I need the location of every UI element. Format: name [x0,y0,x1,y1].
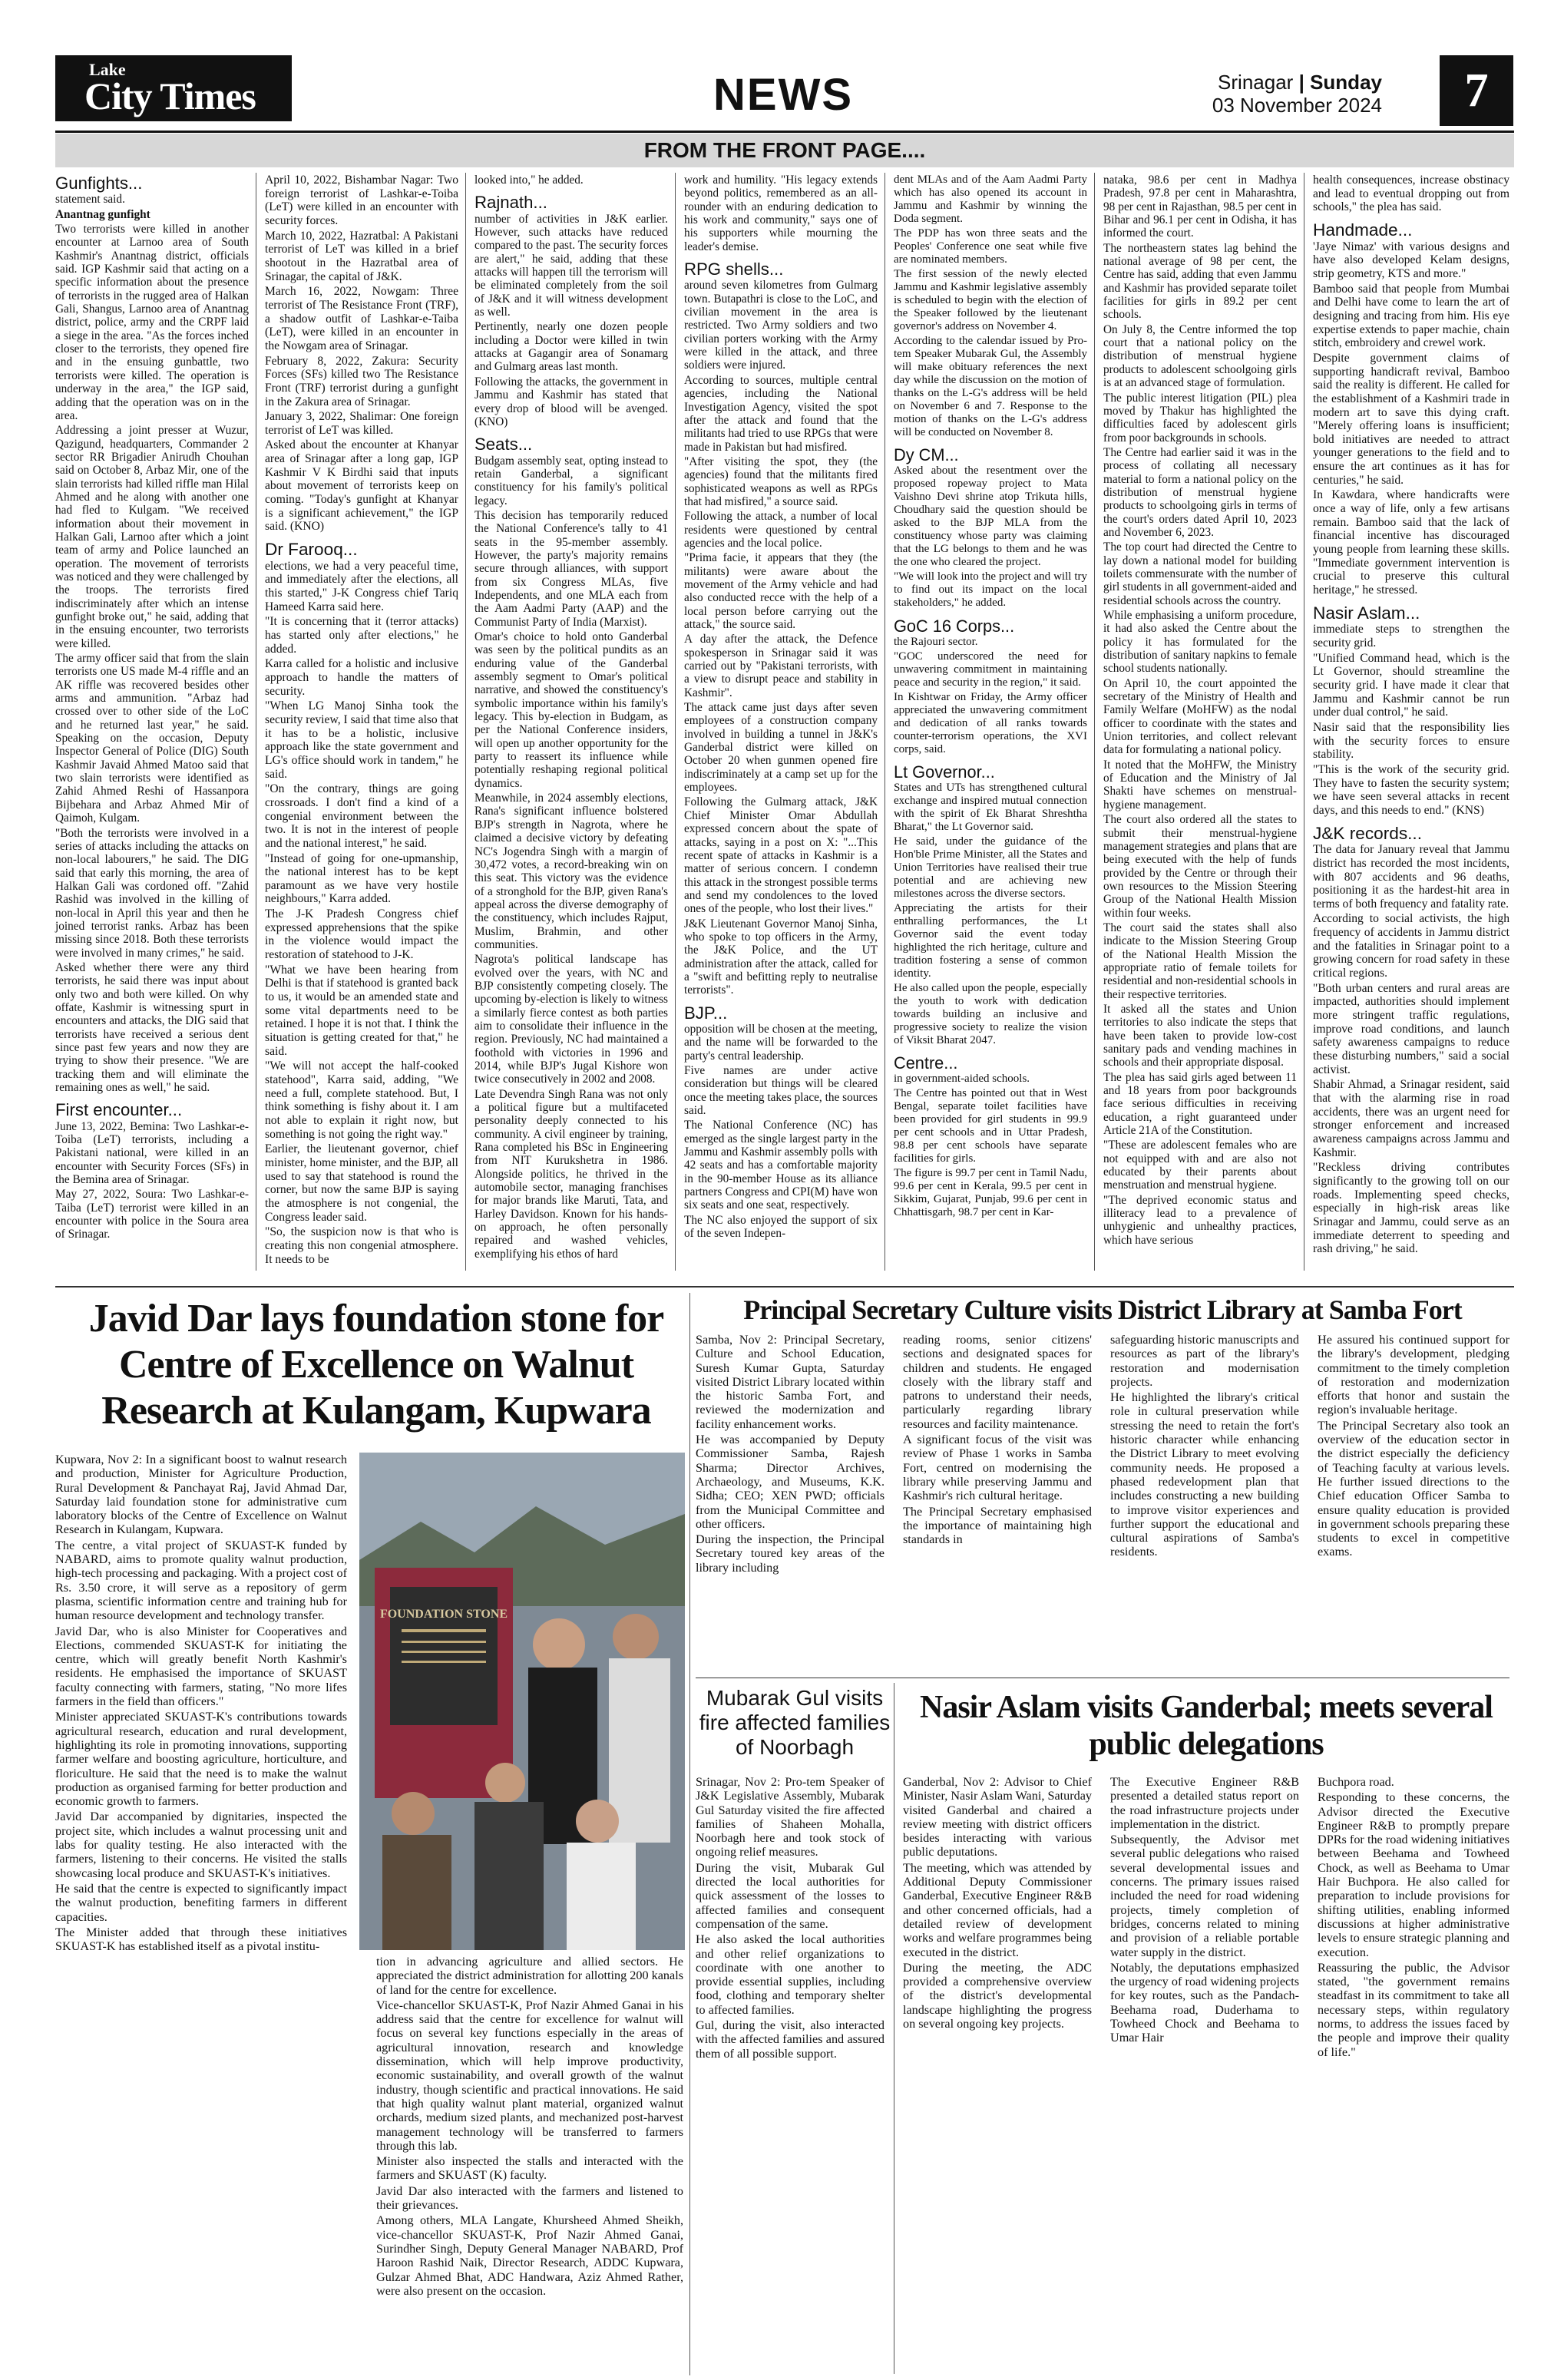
masthead-rule [55,131,1514,133]
headline-nasir-aslam-visit: Nasir Aslam visits Ganderbal; meets several public delegations [920,1690,1493,1762]
column-1 [55,167,249,1243]
paragraph: Addressing a joint presser at Wuzur, Qazigund, headquarters, Commander 2 sector RR Brigadier Anirudh Chouhan said on October 8, Arbaz Mir, one of the slain terrorists had killed riffle man Hilal Ahmed and he along with another one had fled to Kulgam. "We received information about their movement in Halkan Gali, Larnoo after which a joint team of army and Police launched an operation. The movement of terrorists was noticed and they were challenged by the troops. The terrorists fired indiscriminately after which an intense gunfight broke out," he said, adding that in the ensuing encounter, two terrorists were killed. [55,424,249,650]
headline-dr-farooq: Dr Farooq... [265,540,358,560]
paragraph: Nagrota's political landscape has evolved over the years, with NC and BJP consistently competing closely. The upcoming by-election is likely to witness a similarly fierce contest as both parties aim to consolidate their influence in the region. Previously, NC had maintained a foothold with victories in 1996 and 2014, while BJP's Jugal Kishore won twice consecutively in 2002 and 2008. [474,953,668,1086]
paragraph: elections, we had a very peaceful time, and immediately after the elections, all this started," J-K Congress chief Tariq Hameed Karra said here. [265,559,458,613]
paragraph: According to social activists, the high frequency of accidents in Jammu district and the fatalities in Srinagar point to a growing concern for road safety in these critical regions. [1313,912,1509,980]
paragraph: The attack came just days after seven employees of a construction company involved in building a tunnel in J&K's Ganderbal district were killed on October 20 when gunmen opened fire indiscriminately at a camp set up for the employees. [684,701,878,795]
headline-bjp: BJP... [684,1003,728,1023]
paragraph: Ganderbal, Nov 2: Advisor to Chief Minister, Nasir Aslam Wani, Saturday visited Ganderbal and chaired a review meeting with district officers besides interacting with various public deputations. [903,1775,1092,1859]
paragraph: Javid Dar also interacted with the farmers and listened to their grievances. [376,2183,683,2213]
paragraph: He assured his continued support for the library's development, pledging commitment to the timely completion of restoration and modernization efforts that honor and sustain the region's invaluable heritage. [1318,1333,1509,1417]
paragraph: "This is the work of the security grid. They have to fasten the security system; we have seen several attacks in recent days, and this needs to end." (KNS) [1313,762,1509,817]
samba-column-4 [1318,1333,1509,1561]
paragraph: Bamboo said that people from Mumbai and Delhi have come to learn the art of designing and tracing from him. His eye expertise extends to paper machie, chain stitch, embroidery and crewel work. [1313,282,1509,350]
paragraph: Buchpora road. [1318,1775,1394,1789]
paragraph: March 10, 2022, Hazratbal: A Pakistani terrorist of LeT was killed in a brief shootout in the Hazratbal area of Srinagar, the capital of J&K. [265,229,458,283]
paragraph: Kupwara, Nov 2: In a significant boost to walnut research and production, Minister for Agriculture Production, Rural Development & Panchayat Raj, Javid Ahmad Dar, Saturday laid foundation stone for administrative cum laboratory blocks of the Centre of Excellence on Walnut Research in Kulangam, Kupwara. [55,1453,347,1537]
nasir-column-1 [903,1775,1092,2032]
paragraph: opposition will be chosen at the meeting, and the name will be forwarded to the party's central leadership. [684,1022,878,1063]
paragraph: "On the contrary, things are going crossroads. I don't find a kind of a congenial environment between the two. It is not in the interest of people and the national interest," he said. [265,782,458,850]
headline-jk-records: J&K records... [1313,823,1422,843]
headline-goc-16-corps: GoC 16 Corps... [894,616,1015,636]
samba-column-1 [696,1333,885,1576]
paragraph: March 16, 2022, Nowgam: Three terrorist of The Resistance Front (TRF), a shadow outfit of Lashkar-e-Taiba (LeT), were killed in an encounter in the Nowgam area of Srinagar. [265,285,458,352]
column-5 [894,174,1087,1221]
paragraph: the Rajouri sector. [894,635,978,648]
headline-seats: Seats... [474,435,533,455]
paragraph: The Minister added that through these initiatives SKUAST-K has established itself as a pivotal institu- [55,1925,347,1954]
logo-main-text: City Times [84,74,256,117]
newspaper-logo [55,55,292,121]
headline-rpg-shells: RPG shells... [684,259,784,279]
paragraph: The northeastern states lag behind the national average of 98 per cent, the Centre has said, adding that even Jammu and Kashmir has provided separate toilet facilities for girls in 89.2 per cent schools. [1103,241,1297,322]
paragraph: Five names are under active consideration but things will be cleared once the meeting takes place, the sources said. [684,1064,878,1118]
paragraph: The PDP has won three seats and the Peoples' Conference one seat while five are nominated members. [894,227,1087,266]
paragraph: Following the attacks, the government in Jammu and Kashmir has stated that every drop of blood will be avenged. (KNO) [474,375,668,428]
paragraph: "So, the suspicion now is that who is creating this non congenial atmosphere. It needs to be [265,1225,458,1266]
samba-column-2 [903,1333,1092,1548]
headline-handmade: Handmade... [1313,220,1413,240]
paragraph: On April 10, the court appointed the secretary of the Ministry of Health and Family Welfare (MoHFW) as the nodal officer to coordinate with the states and Union territories, and collect relevant data for formulating a national policy. [1103,676,1297,757]
paragraph: The National Conference (NC) has emerged as the single largest party in the Jammu and Kashmir assembly polls with 42 seats and has a comfortable majority in the 90-member House as its alliance partners Congress and CPI(M) have won six seats and one seat, respectively. [684,1119,878,1212]
javid-column-2 [376,1955,683,2299]
paragraph: Minister also inspected the stalls and interacted with the farmers and SKUAST (K) faculty. [376,2154,683,2183]
paragraph: Javid Dar, who is also Minister for Cooperatives and Elections, commended SKUAST-K for initiating the centre, which will greatly benefit North Kashmir's residents. He emphasised the importance of SKUAST faculty connecting with farmers, stating, "No more lifes farmers in the field than officers." [55,1624,347,1709]
javid-column-1 [55,1453,347,1955]
paragraph: Srinagar, Nov 2: Pro-tem Speaker of J&K Legislative Assembly, Mubarak Gul Saturday visited the fire affected families of Shaheen Mohalla, Noorbagh here and took stock of ongoing relief measures. [696,1775,885,1859]
news-photo-foundation-stone [359,1453,685,1950]
column-4 [684,174,878,1241]
paragraph: in government-aided schools. [894,1073,1030,1085]
paragraph: reading rooms, senior citizens' sections and designated spaces for children and students. He engaged closely with the library staff and patrons to understand their needs, particularly regarding library resources and facility maintenance. [903,1333,1092,1431]
paragraph: Responding to these concerns, the Advisor directed the Executive Engineer R&B to promptly prepare DPRs for the road widening initiatives between Beehama and Towheed Chock, as well as Beehama to Umar Hair Buchpora. He also called for preparation to include provisions for shifting utilities, enabling informed discussions at higher administrative levels to ensure strategic planning and execution. [1318,1790,1509,1959]
paragraph: "Unified Command head, which is the Lt Governor, should streamline the security grid. I have made it clear that Jammu and Kashmir cannot be run under dual control," he said. [1313,651,1509,719]
headline-javid-dar: Javid Dar lays foundation stone for Centre of Excellence on Walnut Research at Kulangam, Kupwara [88,1297,664,1433]
headline-mubarak-gul: Mubarak Gul visits fire affected families of Noorbagh [699,1686,891,1759]
nasir-column-2 [1110,1775,1299,2047]
paragraph: The Principal Secretary emphasised the importance of maintaining high standards in [903,1504,1092,1547]
paragraph: Asked whether there were any third terrorists, he said there was input about only two and both were killed. On why offate, Kashmir is witnessing spurt in encounters and attacks, the DIG said that terrorists have received a serious dent since past few years and now they are trying to show their presence. "We are tracking them and will eliminate the remaining ones as well," he said. [55,960,249,1095]
paragraph: Earlier, the lieutenant governor, chief minister, home minister, and the BJP, all used to say that statehood is round the corner, but now the same BJP is saying the atmosphere is not congenial, the Congress leader said. [265,1142,458,1224]
column-divider [1094,173,1095,1271]
paragraph: Vice-chancellor SKUAST-K, Prof Nazir Ahmed Ganai in his address said that the centre for excellence for walnut will focus on several key functions especially in the areas of agricultural innovation, research and knowledge dissemination, which will help improve productivity, economic sustainability, and overall growth of the walnut industry, though scientific and practical innovations. He said that high quality walnut plant material, organized walnut orchards, medium sized plants, and mechanized post-harvest management technology will be transferred to farmers through this lab. [376,1998,683,2153]
paragraph: The top court had directed the Centre to lay down a national model for building toilets commensurate with the number of girl students in all government-aided and residential schools across the country. [1103,540,1297,607]
paragraph: While emphasising a uniform procedure, it had also asked the Centre about the policy it has formulated for the distribution of sanitary napkins to female school students nationally. [1103,609,1297,676]
paragraph: It asked all the states and Union territories to also indicate the steps that have been taken to provide low-cost sanitary pads and vending machines in schools and their appropriate disposal. [1103,1002,1297,1069]
paragraph: The meeting, which was attended by Additional Deputy Commissioner Ganderbal, Executive Engineer R&B and other concerned officials, had a detailed review of development works and welfare programmes being executed in the district. [903,1860,1092,1959]
paragraph: J&K Lieutenant Governor Manoj Sinha, who spoke to top officers in the Army, the J&K Police, and the UT administration after the attack, called for a "swift and befitting reply to neutralise terrorists". [684,917,878,997]
paragraph: According to the calendar issued by Pro-tem Speaker Mubarak Gul, the Assembly will make obituary references the next day while the discussion on the motion of thanks on the L-G's address will be held on November 6 and 7. Response to the motion of thanks on the L-G's address will be conducted on November 8. [894,335,1087,439]
paragraph: The Executive Engineer R&B presented a detailed status report on the road infrastructure projects under implementation in the district. [1110,1775,1299,1831]
paragraph: According to sources, multiple central agencies, including the National Investigation Agency, visited the spot after the attack and found that the militants had tried to use RPGs that were made in Pakistan but had misfired. [684,373,878,454]
paragraph: The army officer said that from the slain terrorists one US made M-4 riffle and an AK riffle was recovered besides other arms and ammunition. "Arbaz had crossed over to other side of the LoC and he returned last year," he said. Speaking on the occasion, Deputy Inspector General of Police (DIG) South Kashmir Javaid Ahmed Matoo said that two slain terrorists were identified as Zahid Ahmed Reshi of Hassanpora Bijbehara and Arbaz Ahmed Mir of Qaimoh, Kulgam. [55,652,249,825]
paragraph: "GOC underscored the need for unwavering commitment in maintaining peace and security in the region," it said. [894,650,1087,689]
paragraph: The J-K Pradesh Congress chief expressed apprehensions that the spike in the violence would impact the restoration of statehood to J-K. [265,907,458,962]
paragraph: The Centre had earlier said it was in the process of collating all necessary material to form a national policy on the distribution of menstrual hygiene products to schoolgoing girls in terms of the court's orders dated April 10, 2023 and November 6, 2023. [1103,445,1297,539]
paragraph: Asked about the encounter at Khanyar area of Srinagar after a long gap, IGP Kashmir V K Birdhi said that inputs about movement of terrorists keep on coming. "Today's gunfight at Khanyar is a significant achievement," the IGP said. (KNO) [265,438,458,534]
paragraph: During the visit, Mubarak Gul directed the local authorities for quick assessment of the losses to affected families and consequent compensation of the same. [696,1860,885,1931]
dateline-day: Sunday [1310,71,1382,94]
paragraph: The Principal Secretary also took an overview of the education sector in the district especially the deficiency of Teaching faculty at various levels. He further issued directions to the Chief education Officer Samba to ensure quality education is provided in government schools preparing these students to excel in competitive exams. [1318,1418,1509,1559]
paragraph: He said that the centre is expected to significantly impact the walnut production, benefiting farmers in different capacities. [55,1881,347,1924]
paragraph: "Both urban centers and rural areas are impacted, authorities should implement more stringent traffic regulations, improve road conditions, and launch safety awareness campaigns to reduce these disturbing numbers," said a social activist. [1313,981,1509,1076]
paragraph: work and humility. "His legacy extends beyond politics, remembered as an all-rounder with an enduring dedication to his work and community," says one of his supporters while mourning the leader's demise. [684,174,878,253]
paragraph: "It is concerning that it (terror attacks) has started only after elections," he added. [265,615,458,656]
paragraph: The first session of the newly elected Jammu and Kashmir legislative assembly is scheduled to begin with the election of the Speaker followed by the lieutenant governor's address on November 4. [894,268,1087,333]
paragraph: Two terrorists were killed in another encounter at Larnoo area of South Kashmir's Anantnag district, officials said. IGP Kashmir said that acting on a specific information about the presence of terrorists in the rugged area of Halkan Gali, Shangus, Larnoo area of Anantnag district, police, army and the CRPF laid a siege in the area. "As the forces inched closer to the terrorists, they opened fire and in the ensuing gunbattle, two terrorists were killed. The operation is underway in the area," the IGP said, adding that the operation was on in the area. [55,223,249,422]
paragraph: He was accompanied by Deputy Commissioner Samba, Rajesh Sharma; Director Archives, Archaeology, and Museums, K.K. Sidha; CEO; XEN PWD; officials from the Municipal Committee and other officers. [696,1433,885,1531]
paragraph: "We will not accept the half-cooked statehood", Karra said, adding, "We need a full, complete statehood. But, I think something is fishy about it. I am not able to explain it right now, but something is not going the right way." [265,1059,458,1141]
headline-rajnath: Rajnath... [474,193,547,213]
column-divider [689,1293,690,2375]
paragraph: Shabir Ahmad, a Srinagar resident, said that with the alarming rise in road accidents, there was an urgent need for stronger enforcement and increased awareness campaigns across Jammu and Kashmir. [1313,1078,1509,1159]
dateline-separator: | [1298,71,1304,94]
paragraph: Appreciating the artists for their enthralling performances, the Lt Governor said the event today highlighted the rich heritage, culture and tradition fostering a sense of common identity. [894,901,1087,980]
headline-lt-governor: Lt Governor... [894,762,995,782]
paragraph: He also called upon the people, especially the youth to work with dedication towards building an inclusive and progressive society to realize the vision of Viksit Bharat 2047. [894,981,1087,1046]
paragraph: During the inspection, the Principal Secretary toured key areas of the library including [696,1532,885,1575]
mubarak-column [696,1775,885,2062]
paragraph: "We will look into the project and will try to find out its impact on the local stakeholders," he added. [894,570,1087,610]
column-7 [1313,174,1509,1258]
paragraph: safeguarding historic manuscripts and resources as part of the library's restoration and modernisation projects. [1110,1333,1299,1389]
section-rule [55,1286,1514,1288]
paragraph: Javid Dar accompanied by dignitaries, inspected the project site, which includes a walnut processing unit and labs for quality testing. He also interacted with the farmers, listening to their concerns. He visited the stalls showcasing local produce and SKUAST-K's initiatives. [55,1810,347,1880]
column-divider [465,173,466,1271]
samba-column-3 [1110,1333,1299,1561]
paragraph: "Both the terrorists were involved in a series of attacks including the attacks on non-local labourers," he said. The DIG said that early this morning, the area of Halkan Gali was cordoned off. "Zahid Rashid was involved in the killing of non-local in April this year and then he joined terrorist ranks. Arbaz has been missing since 2018. Both these terrorists were involved in many crimes," he said. [55,826,249,960]
paragraph: nataka, 98.6 per cent in Madhya Pradesh, 97.8 per cent in Maharashtra, 98 per cent in Rajasthan, 98.5 per cent in Bihar and 96.1 per cent in Odisha, it has informed the court. [1103,174,1297,240]
paragraph: The NC also enjoyed the support of six of the seven Indepen- [684,1213,878,1241]
paragraph: Meanwhile, in 2024 assembly elections, Rana's significant influence bolstered BJP's strength in Nagrota, where he claimed a decisive victory by defeating NC's Jogendra Singh with a margin of 30,472 votes, a record-breaking win on this seat. This victory was the evidence of a stronghold for the BJP, given Rana's appeal across the diverse demography of the constituency, which includes Rajput, Muslim, Brahmin, and other communities. [474,792,668,951]
headline-nasir-aslam: Nasir Aslam... [1313,603,1420,623]
paragraph: The court said the states shall also indicate to the Mission Steering Group of the National Health Mission the appropriate ratio of female toilets for residential and non-residential schools in their respective territories. [1103,921,1297,1001]
paragraph: Samba, Nov 2: Principal Secretary, Culture and School Education, Suresh Kumar Gupta, Saturday visited District Library located within the historic Samba Fort, and reviewed the modernization and facility enhancement works. [696,1333,885,1431]
paragraph: "What we have been hearing from Delhi is that if statehood is granted back to us, it would be an amended state and some vital departments need to be retained. I hope it is not that. I think the situation is getting created for that," he said. [265,963,458,1058]
paragraph: June 13, 2022, Bemina: Two Lashkar-e-Toiba (LeT) terrorists, including a Pakistani national, were killed in an encounter with Security Forces (SFs) in the Bemina area of Srinagar. [55,1119,249,1187]
column-3 [474,174,668,1262]
paragraph: The court also ordered all the states to submit their menstrual-hygiene management strategies and plans that are being executed with the help of funds provided by the Centre or through their own resources to the Mission Steering Group of the National Health Mission within four weeks. [1103,813,1297,920]
subhead-anantnag: Anantnag gunfight [55,207,150,221]
headline-gunfights: Gunfights... [55,174,143,193]
paragraph: He said, under the guidance of the Hon'ble Prime Minister, all the States and Union Territories have realised their true potential and are achieving new milestones across the diverse sectors. [894,835,1087,900]
paragraph: Pertinently, nearly one dozen people including a Doctor were killed in twin attacks at Gagangir area of Sonamarg and Gulmarg areas last month. [474,320,668,374]
paragraph: Nasir said that the responsibility lies with the security forces to ensure stability. [1313,720,1509,762]
paragraph: "The deprived economic status and illiteracy lead to a prevalence of unhygienic and unhealthy practices, which have serious [1103,1193,1297,1247]
paragraph: On July 8, the Centre informed the top court that a national policy on the distribution of menstrual hygiene products to adolescent schoolgoing girls is at an advanced stage of formulation. [1103,322,1297,390]
paragraph: The plea has said girls aged between 11 and 18 years from poor backgrounds face serious difficulties in receiving education, a right guaranteed under Article 21A of the Constitution. [1103,1070,1297,1138]
paragraph: The data for January reveal that Jammu district has recorded the most incidents, with 807 accidents and 96 deaths, positioning it as the hardest-hit area in terms of both frequency and fatality rate. [1313,843,1509,911]
paragraph: Reassuring the public, the Advisor stated, "the government remains steadfast in its commitment to take all necessary steps, within regulatory norms, to address the issues faced by the people and improve their quality of life." [1318,1960,1509,2059]
paragraph: statement said. [55,193,125,207]
headline-centre: Centre... [894,1053,958,1073]
paragraph: health consequences, increase obstinacy and lead to eventual dropping out from schools," the plea has said. [1313,174,1509,214]
headline-dy-cm: Dy CM... [894,445,959,465]
paragraph: immediate steps to strengthen the security grid. [1313,623,1509,650]
paragraph: The centre, a vital project of SKUAST-K funded by NABARD, aims to promote quality walnut production, high-tech processing and packaging. With a project cost of Rs. 3.50 crore, it will serve as a repository of germ plasma, scientific information centre and training hub for human resource development and technology transfer. [55,1538,347,1623]
logo-top-text: Lake [89,60,126,79]
dateline-date: 03 November 2024 [1212,94,1382,117]
paragraph: A significant focus of the visit was review of Phase 1 works in Samba Fort, centred on modernising the library while preserving Jammu and Kashmir's rich cultural heritage. [903,1433,1092,1503]
paragraph: A day after the attack, the Defence spokesperson in Srinagar said it was carried out by "Pakistani terrorists, with a view to disrupt peace and stability in Kashmir". [684,633,878,699]
paragraph: Late Devendra Singh Rana was not only a political figure but a multifaceted personality deeply connected to his community. A civil engineer by training, Rana completed his BSc in Engineering from NIT Kurukshetra in 1986. Alongside politics, he thrived in the automobile sector, managing franchises for major brands like Maruti, Tata, and Harley Davidson. Known for his hands-on approach, he often personally repaired and washed vehicles, exemplifying his ethos of hard [474,1087,668,1261]
paragraph: In Kawdara, where handicrafts were once a way of life, only a few artisans remain. Bamboo said that the lack of financial incentive has discouraged young people from learning these skills. "Immediate government intervention is crucial to preserve this cultural heritage," he stressed. [1313,488,1509,597]
paragraph: January 3, 2022, Shalimar: One foreign terrorist of LeT was killed. [265,410,458,437]
paragraph: Among others, MLA Langate, Khursheed Ahmed Sheikh, vice-chancellor SKUAST-K, Prof Nazir Ahmed Ganai, Surindher Singh, Deputy General Manager NABARD, Prof Haroon Rashid Naik, Director Research, ADDC Kupwara, Gulzar Ahmed Bhat, ADC Handwara, Aziz Ahmed Rather, were also present on the occasion. [376,2213,683,2298]
paragraph: Following the Gulmarg attack, J&K Chief Minister Omar Abdullah expressed concern about the spate of attacks, saying in a post on X: "...This recent spate of attacks in Kashmir is a matter of serious concern. I condemn this attack in the strongest possible terms and send my condolences to the loved ones of the people, who lost their lives." [684,795,878,916]
paragraph: Budgam assembly seat, opting instead to retain Ganderbal, a significant constituency for his family's political legacy. [474,454,668,507]
paragraph: Following the attack, a number of local residents were questioned by central agencies and the local police. [684,510,878,550]
paragraph: Despite government claims of supporting handicraft revival, Bamboo said the reality is different. He called for the establishment of a Kashmiri trade in modern art to save this dying craft. "Merely offering loans is insufficient; bold initiatives are needed to attract younger generations to the field and to ensure the art continues as it has for centuries," he said. [1313,351,1509,487]
column-2 [265,174,458,1268]
paragraph: May 27, 2022, Soura: Two Lashkar-e-Taiba (LeT) terrorist were killed in an encounter with police in the Soura area of Srinagar. [55,1188,249,1241]
paragraph: During the meeting, the ADC provided a comprehensive overview of the district's developmental landscape highlighting the progress on several ongoing key projects. [903,1960,1092,2031]
paragraph: "Prima facie, it appears that they (the militants) were aware about the movement of the Army vehicle and had also conducted recce with the help of a local person before carrying out the attack," the source said. [684,551,878,631]
paragraph: This decision has temporarily reduced the National Conference's tally to 41 seats in the 95-member assembly. However, the party's majority remains secure through alliances, with support from six Congress MLAs, five Independents, and one MLA each from the Aam Aadmi Party (AAP) and the Communist Party of India (Marxist). [474,508,668,629]
paragraph: Asked about the resentment over the proposed ropeway project to Mata Vaishno Devi shrine atop Trikuta hills, Choudhary said the question should be asked to the BJP MLA from the constituency whose party was claiming that the LG belongs to them and he was the one who cleared the project. [894,464,1087,569]
nasir-column-3 [1318,1775,1509,2061]
paragraph: tion in advancing agriculture and allied sectors. He appreciated the district administration for allotting 200 kanals of land for the centre for excellence. [376,1955,683,1997]
paragraph: He highlighted the library's critical role in cultural preservation while stressing the need to retain the fort's historic character while enhancing the District Library to meet evolving community needs. He proposed a phased redevelopment plan that includes constructing a new building to improve visitor experiences and further support the educational and cultural aspirations of Samba's residents. [1110,1390,1299,1559]
paragraph: "When LG Manoj Sinha took the security review, I said that time also that it has to be a holistic, inclusive approach like the state government and LG's office should work in tandem," he said. [265,699,458,781]
paragraph: Omar's choice to hold onto Ganderbal was seen by the political pundits as an enduring value of the Ganderbal assembly segment to Omar's political narrative, and showed the constituency's symbolic importance within his family's legacy. This by-election in Budgam, as per the National Conference insiders, will open up another opportunity for the party to reassert its influence while potentially reshaping regional political dynamics. [474,630,668,790]
paragraph: "After visiting the spot, they (the agencies) found that the militants fired sophisticated weapons as well as RPGs that had misfired," a source said. [684,455,878,508]
paragraph: February 8, 2022, Zakura: Security Forces (SFs) killed two The Resistance Front (TRF) terrorist during a gunfight in the Zakura area of Srinagar. [265,354,458,408]
column-6 [1103,174,1297,1248]
paragraph: Subsequently, the Advisor met several public delegations who raised several developmental issues and concerns. The primary issues raised included the need for road widening projects, timely completion of bridges, concerns related to mining and provision of a reliable portable water supply in the district. [1110,1833,1299,1959]
paragraph: Gul, during the visit, also interacted with the affected families and assured them of all possible support. [696,2018,885,2061]
paragraph: Minister appreciated SKUAST-K's contributions towards agricultural research, education and rural development, highlighting its role in promoting innovations, supporting farmer welfare and boosting agriculture, horticulture, and floriculture. He said that the need is to make the walnut production as organised farming for better production and economic growth to farmers. [55,1710,347,1809]
paragraph: The public interest litigation (PIL) plea moved by Thakur has highlighted the difficulties faced by adolescent girls from poor backgrounds in schools. [1103,391,1297,445]
front-page-banner: FROM THE FRONT PAGE.... [55,134,1514,167]
paragraph: 'Jaye Nimaz' with various designs and have also developed Kelam designs, strip geometry, KTS and more." [1313,240,1509,280]
paragraph: In Kishtwar on Friday, the Army officer appreciated the unwavering commitment and dedication of all ranks towards counter-terrorism operations, the XVI corps, said. [894,690,1087,755]
paragraph: States and UTs has strengthened cultural exchange and inspired mutual connection with the spirit of Ek Bharat Shreshtha Bharat," the Lt Governor said. [894,781,1087,833]
paragraph: looked into," he added. [474,174,584,187]
dateline-city: Srinagar [1218,71,1294,94]
paragraph: The Centre has pointed out that in West Bengal, separate toilet facilities have been provided for girl students in 99.9 per cent schools and in Uttar Pradesh, 98.8 per cent schools have separate facilities for girls. [894,1087,1087,1165]
paragraph: Karra called for a holistic and inclusive approach to handle the matters of security. [265,657,458,698]
column-divider [675,173,676,1271]
page-number: 7 [1440,55,1513,126]
paragraph: around seven kilometres from Gulmarg town. Butapathri is close to the LoC, and civilian movement in the area is restricted. Two Army soldiers and two civilian porters working with the Army were killed in the attack, and three soldiers were injured. [684,279,878,372]
paragraph: Notably, the deputations emphasized the urgency of road widening projects for key routes, such as the Pandach-Beehama road, Duderhama to Towheed Chock and Beehama to Umar Hair [1110,1960,1299,2045]
headline-samba-library: Principal Secretary Culture visits District Library at Samba Fort [743,1294,1462,1325]
paragraph: "These are adolescent females who are not equipped with and are also not educated by their parents about menstruation and menstrual hygiene. [1103,1139,1297,1192]
paragraph: April 10, 2022, Bishambar Nagar: Two foreign terrorist of Lashkar-e-Toiba (LeT) were killed in an encounter with security forces. [265,174,458,227]
paragraph: "Reckless driving contributes significantly to the growing toll on our roads. Implementing speed checks, especially in high-risk areas like Srinagar and Jammu, could serve as an immediate deterrent to speeding and rash driving," he said. [1313,1161,1509,1256]
headline-first-encounter: First encounter... [55,1100,183,1120]
paragraph: "Instead of going for one-upmanship, the national interest has to be kept paramount as we have very hostile neighbours," Karra added. [265,851,458,906]
plaque-text: FOUNDATION STONE [379,1608,508,1621]
dateline [1152,71,1382,117]
paragraph: The figure is 99.7 per cent in Tamil Nadu, 99.6 per cent in Kerala, 99.5 per cent in Sikkim, Gujarat, Punjab, 99.6 per cent in Chhattisgarh, 98.7 per cent in Kar- [894,1167,1087,1219]
paragraph: dent MLAs and of the Aam Aadmi Party which has also opened its account in Jammu and Kashmir by winning the Doda segment. [894,174,1087,226]
photo-illustration [359,1453,685,1950]
paragraph: number of activities in J&K earlier. However, such attacks have reduced compared to the past. The security forces are alert," he said, adding that these attacks will happen till the terrorism will be eliminated completely from the soil of J&K and it will witness development as well. [474,212,668,319]
paragraph: It noted that the MoHFW, the Ministry of Education and the Ministry of Jal Shakti have schemes on menstrual-hygiene management. [1103,758,1297,812]
paragraph: He also asked the local authorities and other relief organizations to coordinate with one another to provide essential supplies, including food, clothing and temporary shelter to affected families. [696,1932,885,2017]
section-title: NEWS [713,70,853,120]
